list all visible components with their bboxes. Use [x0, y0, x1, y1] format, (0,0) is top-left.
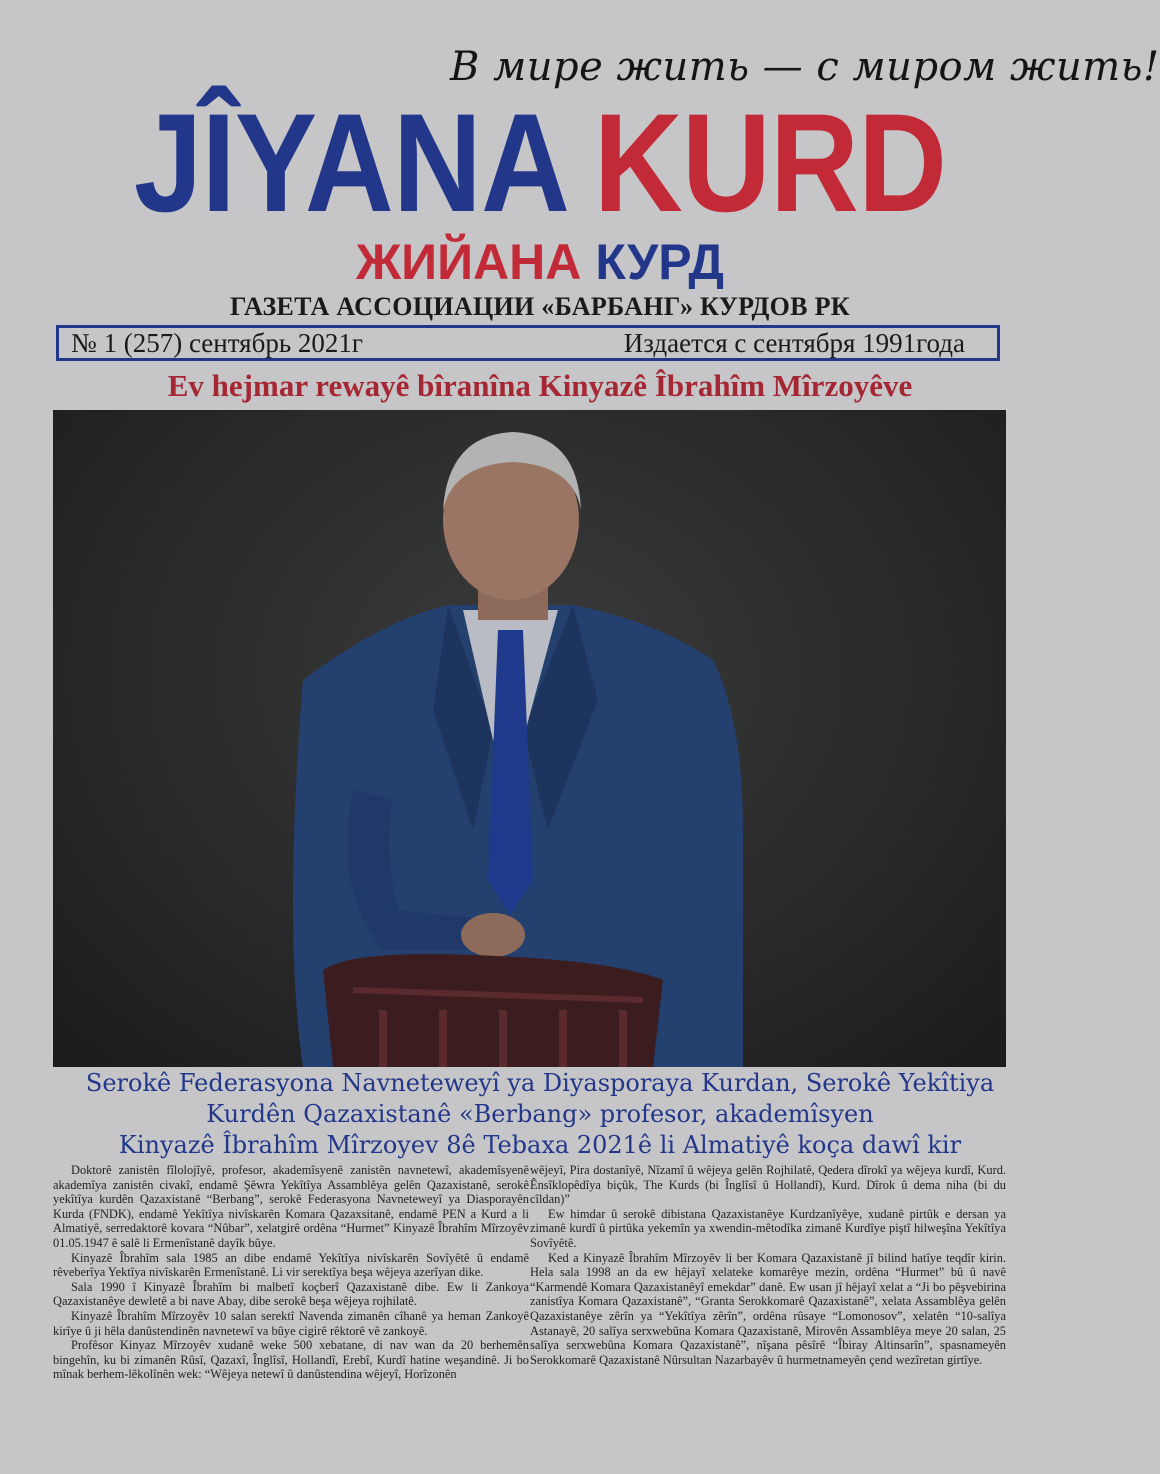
article-column-left: [53, 1163, 529, 1382]
cyrillic-title-part1: ЖИЙАНА: [355, 234, 582, 290]
article-paragraph: Kinyazê Îbrahîm Mîrzoyêv 10 salan serektî Navenda zimanên cîhanê ya heman Zankoyê kirîye û ji hêla danûstendinên navnetewî va bûye cigirê rêktorê vê zankoyê.: [53, 1308, 529, 1338]
issue-info-box: [56, 325, 1000, 361]
article-paragraph: Kinyazê Îbrahîm sala 1985 an dibe endamê Yekîtîya nivîskarên Sovîyêtê û endamê rêveberîya Yektîya nivîskarên Ermenîstanê. Li vir serektîya beşa wêjeya azerîyan dike.: [53, 1250, 529, 1280]
article-column-right: [530, 1163, 1006, 1367]
title-jiyana: JÎYANA: [133, 84, 570, 241]
article-paragraph: Sala 1990 î Kinyazê Îbrahîm bi malbetî koçberî Qazaxistanê dibe. Ew li Zankoya Qazaxistanêye dewletê a bi nave Abay, dibe serokê beşa wêjeya rojhilatê.: [53, 1279, 529, 1309]
article-paragraph: Ked a Kinyazê Îbrahîm Mîrzoyêv li ber Komara Qazaxistanê jî bilind hatîye teqdîr kirin. Hela sala 1998 an da ew hêjayî xelateke komarêye mezin, ordêna “Hurmet” bû û navê “Karmendê Komara Qazaxistanêyî emekdar” danê. Ew usan jî hêjayî xelat a “Ji bo pêşvebirina zanistîya Komara Qazaxistanê”, “Granta Serokkomarê Qazaxistanê”, xelata Assamblêya gelên Qazaxistanêye zêrîn ya “Yekîtîya zêrîn”, ordêna rûsaye “Lomonosov”, xelatên “10-salîya Astanayê, 20 salîya serxwebûna Komara Qazaxistanê, Mirovên Assamblêya meye 20 salan, 25 salîya serxwebûna Komara Qazaxistanê”, nîşana pêsîrê “Îbiray Altinsarîn”, spasnameyên Serokkomarê Qazaxistanê Nûrsultan Nazarbayêv û hurmetnameyên çend wezîretan girtîye.: [530, 1250, 1006, 1367]
newspaper-title: [65, 84, 1015, 241]
headline: Ev hejmar rewayê bîranîna Kinyazê Îbrahîm Mîrzoyêve: [167, 368, 913, 403]
article-paragraph: Doktorê zanistên fîlolojîyê, profesor, akademîsyenê zanistên navnetewî, akademîsyenê akademîya zanistên civakî, endamê Şêwra Yekîtîya Assamblêya gelên Qazaxistanê, serokê yekîtîya kurdên Qazaxistanê “Berbang”, serokê Federasyona Navneteweyî ya Diasporayên Kurda (FNDK), endamê Yekîtîya nivîskarên Komara Qazaxsitanê, endamê PEN a Kurd a li Almatiyê, serredaktorê kovara “Nûbar”, xelatgirê ordêna “Hurmet” Kinyazê Îbrahîm Mîrzoyêv 01.05.1947 ê salê li Ermenîstanê dayîk bûye.: [53, 1163, 529, 1250]
article-paragraph: Ew himdar û serokê dibistana Qazaxistanêye Kurdzanîyêye, xudanê pirtûk e dersan ya zimanê kurdî û pirtûka yekemîn ya xwendin-mêtodîka zimanê Kurdîye piştî hilweşîna Yekîtîya Sovîyêtê.: [530, 1206, 1006, 1250]
photo-caption: [40, 1068, 1040, 1161]
article-paragraph: wêjeyî, Pira dostanîyê, Nîzamî û wêjeya gelên Rojhilatê, Qedera dîrokî ya wêjeya kurdî, Kurd. Ênsîklopêdîya biçûk, The Kurds (bi Înglîsî û Hollandî), Kurd. Dîrok û dema niha (bi du cîldan)”: [530, 1163, 1006, 1207]
newspaper-title-cyrillic: [0, 232, 1080, 292]
article-paragraph: Profêsor Kinyaz Mîrzoyêv xudanê weke 500 xebatane, di nav wan da 20 berhemên bingehîn, ku bi zimanên Rûsî, Qazaxî, Înglîsî, Hollandî, Erebî, Kurdî hatine weşandinê. Ji bo mînak berhem-lêkolînên wek: “Wêjeya netewî û danûstendina wêjeyî, Horîzonên: [53, 1338, 529, 1382]
cyrillic-title-part2: КУРД: [595, 234, 725, 290]
issue-number: № 1 (257) сентябрь 2021г: [71, 327, 363, 358]
title-kurd: KURD: [593, 84, 947, 241]
portrait-photo: [53, 410, 1006, 1067]
caption-line: Kurdên Qazaxistanê «Berbang» profesor, akademîsyen: [206, 1100, 874, 1128]
masthead-motto: В мире жить — с миром жить!: [450, 44, 1160, 90]
caption-line: Serokê Federasyona Navneteweyî ya Diyasporaya Kurdan, Serokê Yekîtiya: [85, 1069, 995, 1097]
newspaper-subtitle: ГАЗЕТА АССОЦИАЦИИ «БАРБАНГ» КУРДОВ РК: [230, 292, 850, 321]
caption-line: Kinyazê Îbrahîm Mîrzoyev 8ê Tebaxa 2021ê li Almatiyê koça dawî kir: [118, 1131, 962, 1159]
published-since: Издается с сентября 1991года: [623, 327, 965, 358]
